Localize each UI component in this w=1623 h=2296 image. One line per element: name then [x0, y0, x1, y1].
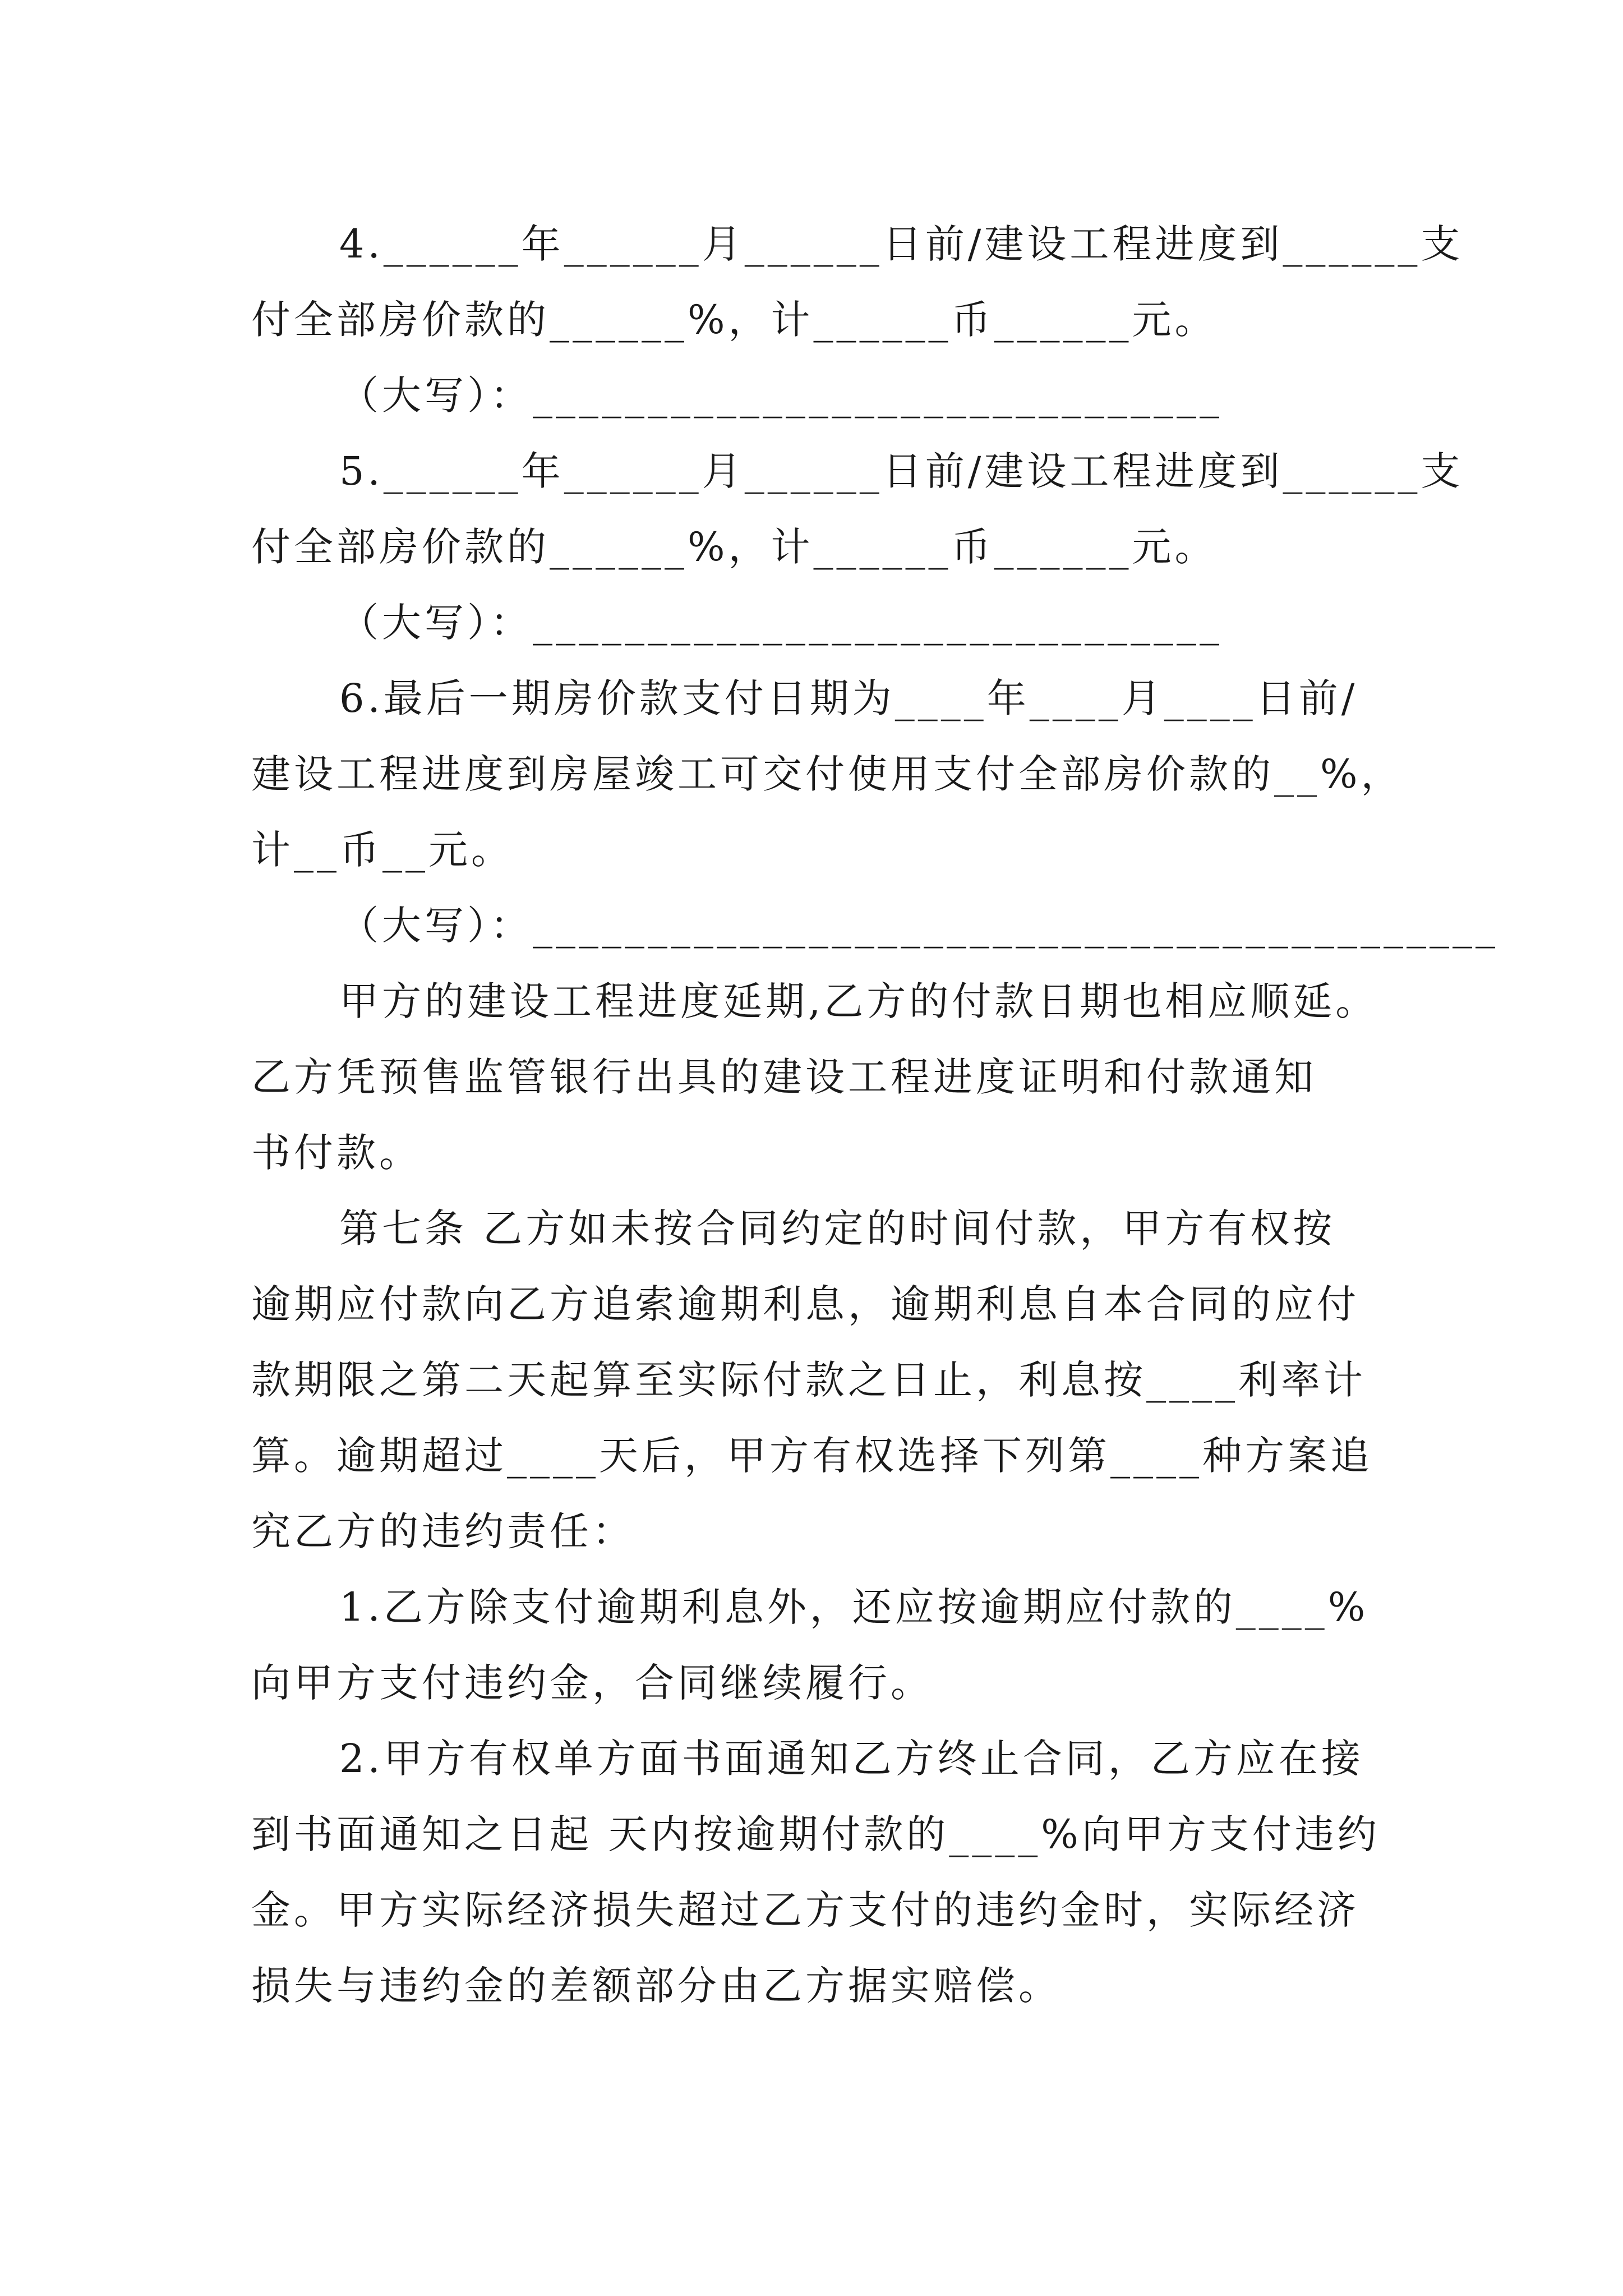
text-line: 建设工程进度到房屋竣工可交付使用支付全部房价款的__%， [251, 751, 1404, 797]
text-line: 4.______年______月______日前/建设工程进度到______支 [339, 221, 1464, 267]
text-line: （大写）：__________________________________________ [339, 903, 1498, 949]
text-line: 逾期应付款向乙方追索逾期利息，逾期利息自本合同的应付 [251, 1281, 1359, 1327]
text-line: 损失与违约金的差额部分由乙方据实赔偿。 [251, 1963, 1061, 2009]
text-line: 第七条 乙方如未按合同约定的时间付款，甲方有权按 [339, 1205, 1336, 1251]
text-line: 5.______年______月______日前/建设工程进度到______支 [339, 448, 1464, 494]
text-line: 6.最后一期房价款支付日期为____年____月____日前/ [339, 675, 1358, 721]
text-line: 乙方凭预售监管银行出具的建设工程进度证明和付款通知 [251, 1054, 1317, 1100]
text-line: 付全部房价款的______%，计______币______元。 [251, 297, 1218, 343]
text-line: 向甲方支付违约金，合同继续履行。 [251, 1660, 933, 1706]
text-line: （大写）：______________________________ [339, 372, 1223, 418]
text-line: 甲方的建设工程进度延期,乙方的付款日期也相应顺延。 [339, 978, 1378, 1024]
text-line: 算。逾期超过____天后，甲方有权选择下列第____种方案追 [251, 1433, 1373, 1479]
text-line: 款期限之第二天起算至实际付款之日止，利息按____利率计 [251, 1357, 1366, 1403]
text-line: 付全部房价款的______%，计______币______元。 [251, 524, 1218, 570]
text-line: 金。甲方实际经济损失超过乙方支付的违约金时，实际经济 [251, 1887, 1359, 1933]
text-line: 究乙方的违约责任： [251, 1508, 635, 1554]
text-line: 1.乙方除支付逾期利息外，还应按逾期应付款的____% [339, 1584, 1369, 1630]
text-line: 到书面通知之日起 天内按逾期付款的____%向甲方支付违约 [251, 1811, 1380, 1857]
text-line: （大写）：______________________________ [339, 600, 1223, 646]
text-line: 计__币__元。 [251, 827, 514, 873]
text-line: 书付款。 [251, 1130, 422, 1176]
text-line: 2.甲方有权单方面书面通知乙方终止合同，乙方应在接 [339, 1736, 1364, 1782]
